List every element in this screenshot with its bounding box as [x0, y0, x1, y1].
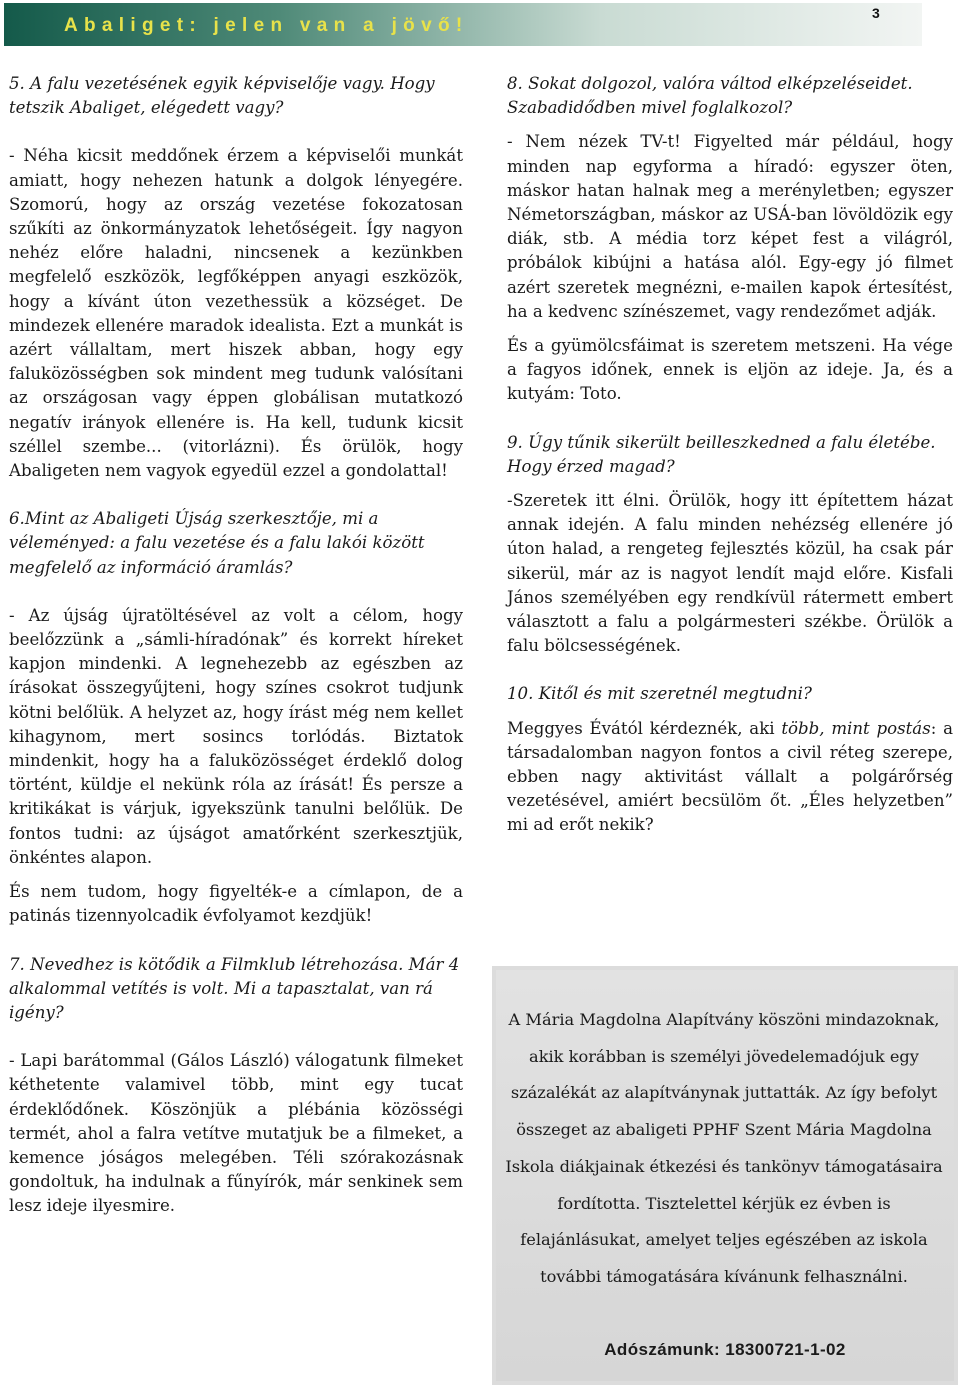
answer-6-continued: És nem tudom, hogy figyelték-e a címlapon, de a patinás tizennyolcadik évfolyamot kezdjük!: [9, 882, 463, 926]
answer-8-continued: És a gyümölcsfáimat is szeretem metszeni. Ha vége a fagyos időnek, ennek is eljön az ideje. Ja, és a kutyám: Toto.: [507, 336, 953, 404]
answer-10-intro: Meggyes Évától kérdeznék, aki: [507, 718, 775, 738]
answer-10-italic: több, mint postás: [781, 718, 931, 738]
foundation-notice-box: [492, 966, 958, 1385]
question-6: 6.Mint az Abaligeti Újság szerkesztője, mi a véleményed: a falu vezetése és a falu lakói között megfelelő az információ áramlás?: [9, 509, 425, 577]
answer-10-rest: : a társadalomban nagyon fontos a civil réteg szerepe, ebben nagy aktivitást vállalt a polgárőrség vezetésével, amiért becsülöm őt. „Éles helyzetben” mi ad erőt nekik?: [507, 718, 953, 835]
left-column: [9, 72, 463, 1219]
foundation-notice-text: A Mária Magdolna Alapítvány köszöni mindazoknak, akik korábban is személyi jövedelemadójuk egy százalékát az alapítványnak juttatták. Az így befolyt összeget az abaligeti PPHF Szent Mária Magdolna Iskola diákjainak étkezési és tankönyv támogatásaira fordította. Tisztelettel kérjük ez évben is felajánlásukat, amelyet teljes egészében az iskola további támogatására kívánunk felhasználni.: [505, 1010, 943, 1286]
answer-6: - Az újság újratöltésével az volt a célom, hogy beelőzzünk a „sámli-híradónak” és korrekt híreket kapjon mindenki. A legnehezebb az egészben az írásokat összegyűjteni, hogy színes csokrot tudjunk kötni belőlük. A helyzet az, hogy írást még nem kellet kihagynom, mert sosincs torlódás. Biztatok mindenkit, hogy ha a faluközösséget érdeklő dolog történt, küldje el nekünk róla az írását! És persze a kritikákat is várjuk, igyekszünk tanulni belőlük. De fontos tudni: az újságot amatőrként szerkesztjük, önkéntes alapon.: [9, 605, 463, 867]
header-bar: [4, 3, 922, 46]
header-title: Abaliget: jelen van a jövő!: [64, 15, 469, 36]
answer-7: - Lapi barátommal (Gálos László) válogatunk filmeket kéthetente valamivel több, mint egy tucat érdeklődőnek. Köszönjük a plébánia közösségi termét, ahol a falra vetítve mutatjuk be a filmeket, a kemence jóságos melegében. Téli szórakozásnak gondoltuk, ha indulnak a fűnyírók, már senkinek sem lesz ideje ilyesmire.: [9, 1051, 463, 1216]
answer-5: - Néha kicsit meddőnek érzem a képviselői munkát amiatt, hogy nehezen hatunk a dolgok lényegére. Szomorú, hogy az ország vezetése fokozatosan szűkíti az önkormányzatok lehetőségeit. Így nagyon nehéz előre haladni, nincsenek a kezünkben megfelelő eszközök, legfőképpen anyagi eszközök, hogy a kívánt úton vezethessük a községet. De mindezek ellenére maradok idealista. Ezt a munkát is azért vállaltam, mert hiszek abban, hogy egy faluközösségben sok mindent meg tudunk valósítani az országosan vagy éppen globálisan mutatkozó negatív irányok ellenére is. Ha kell, tudunk kicsit széllel szembe... (vitorlázni). És örülök, hogy Abaligeten nem vagyok egyedül ezzel a gondolattal!: [9, 146, 463, 481]
question-7: 7. Nevedhez is kötődik a Filmklub létrehozása. Már 4 alkalommal vetítés is volt. Mi a tapasztalat, van rá igény?: [9, 954, 460, 1022]
question-8: 8. Sokat dolgozol, valóra váltod elképzeléseidet. Szabadidődben mivel foglalkozol?: [507, 74, 913, 118]
question-10: 10. Kitől és mit szeretnél megtudni?: [507, 684, 812, 704]
right-column: [507, 72, 953, 838]
question-9: 9. Úgy tűnik sikerült beilleszkedned a falu életébe. Hogy érzed magad?: [507, 432, 936, 476]
answer-10: [507, 717, 953, 838]
question-5: 5. A falu vezetésének egyik képviselője vagy. Hogy tetszik Abaliget, elégedett vagy?: [9, 74, 435, 118]
tax-number: Adószámunk: 18300721-1-02: [604, 1340, 846, 1359]
page-number: 3: [872, 5, 880, 21]
answer-8: - Nem nézek TV-t! Figyelted már például, hogy minden nap egyforma a híradó: egyszer öten, máskor hatan halnak meg a merényletben; egyszer Németországban, máskor az USÁ-ban lövöldözik egy diák, stb. A média torz képet fest a világról, próbálok kibújni a hatása alól. Egy-egy jó filmet azért szeretek megnézni, e-mailen kapok értesítést, ha a kedvenc színészemet, vagy rendezőmet adják.: [507, 132, 953, 321]
answer-9: -Szeretek itt élni. Örülök, hogy itt építettem házat annak idején. A falu minden nehézség ellenére jó úton halad, a rengeteg fejlesztés közül, ha csak pár sikerül, már az is nagyot lendít majd előre. Kisfali János személyében egy rendkívül rátermett embert választott a falu a polgármesteri székbe. Örülök a falu bölcsességének.: [507, 491, 953, 656]
